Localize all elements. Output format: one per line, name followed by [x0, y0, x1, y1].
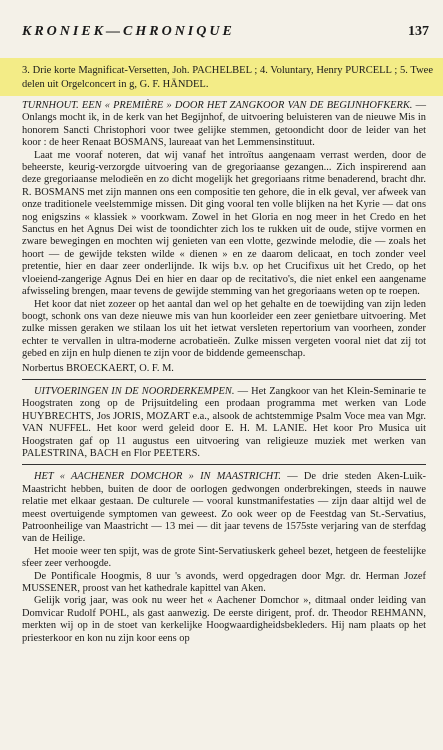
section1-p1-text: — Onlangs mocht ik, in de kerk van het Begijnhof, de uitvoering beluisteren van de nieuwe Mis in honorem Sancti Christophori voor twee gelijke stemmen, getoondicht door de leider van het koor : de heer Renaat BOSMANS, laureaat van het Lemmensinstituut.: [22, 100, 426, 149]
section3-paragraph-3: De Pontificale Hoogmis, 8 uur 's avonds, werd opgedragen door Mgr. dr. Herman Jozef MUSSENER, proost van het kathedrale kapittel van Aken.: [22, 570, 426, 595]
section-divider: [22, 464, 426, 465]
section1-paragraph-1: [22, 100, 426, 150]
section1-paragraph-2: Laat me vooraf noteren, dat wij vanaf het introïtus aangenaam verrast werden, door de beheerste, keurig-verzorgde uitvoering van de gregoriaanse gezangen... Zich inspirerend aan deze gregoriaanse melodieën en zo dicht mogelijk het gregoriaans ritme benaderend, bracht dhr. R. BOSMANS met zijn mannen ons een compositie ten gehore, die in elk geval, ver afweek van onze traditionele veelstemmige missen. Dit ging vooral ten volle blijken na het Kyrie — dat ons nog enigszins « klassiek » voorkwam. Zowel in het Gloria en nog meer in het Credo en het Sanctus en het Agnus Dei wist de toondichter zich los te rukken uit de oude, stijve vormen en zware bewegingen en mochten wij genieten van een vlotte, gezwinde melodie, die — zoals het hoort — de gewijde teksten wilde « dienen » en ze daarom delicaat, en toch zonder veel pretentie, hier en daar zeer onderlijnde. Ik wijs b.v. op het Crucifixus uit het Credo, op het vloeiend-zangerige Agnus Dei en hier en daar op de recitativo's, die niet enkel een aangename afwisseling brengen, maar tevens de gewijde stemming van het gregoriaans weten op te roepen.: [22, 149, 426, 298]
section2-p1-text: — Het Zangkoor van het Klein-Seminarie te Hoogstraten zong op de Prijsuitdeling een prodaan programma met werken van Lode HUYBRECHTS, Jos JORIS, MOZART e.a., alsook de achtstemmige Psalm Voce mea van Mgr. VAN NUFFEL. Het koor werd geleid door E. H. M. LANIE. Het koor Pro Musica uit Hoogstraten gaf op 11 augustus een uitvoering van religieuze muziek met werken van PALESTRINA, BACH en Flor PEETERS.: [22, 385, 426, 459]
running-title: KRONIEK—CHRONIQUE: [22, 24, 235, 39]
section1-paragraph-3: Het koor dat niet zozeer op het aantal dan wel op het gehalte en de toewijding van zijn leden boogt, schonk ons van deze nieuwe mis van hun koorleider een zeer genietbare uitvoering. Met zulke missen geraken we stilaan los uit het ietwat versleten repertorium van voorheen, zonder echter te vervallen in ultra-moderne acrobatieën. Zulke missen vergeten vooral niet dat zij tot gebed en zijn en hulp dienen te zijn voor de biddende gemeenschap.: [22, 298, 426, 360]
section3-paragraph-1: [22, 471, 426, 545]
highlighted-text: 3. Drie korte Magnificat-Versetten, Joh. PACHELBEL ; 4. Voluntary, Henry PURCELL ; 5. Twee delen uit Orgelconcert in g, G. F. HÄNDEL.: [22, 65, 433, 90]
section1-signature: Norbertus BROECKAERT, O. F. M.: [22, 362, 174, 374]
section2-title: UITVOERINGEN IN DE NOORDERKEMPEN.: [34, 385, 235, 397]
section3-p1-text: — De drie steden Aken-Luik-Maastricht hebben, buiten de door de oorlogen gedwongen onderbrekingen, steeds in nauwe relatie met elkaar gestaan. De culturele — vooral kunstmanifestaties — zijn daar altijd wel de meest overtuigende symptomen van geweest. Zo ook weer op de Feestdag van St.-Servatius, Patroonheilige van Maastricht — 13 mei — dit jaar tevens de 1575ste verjaring van de sterfdag van de Heilige.: [22, 471, 426, 545]
section2-paragraph: [22, 386, 426, 460]
section3-paragraph-4: Gelijk vorig jaar, was ook nu weer het « Aachener Domchor », ditmaal onder leiding van Domvicar Rudolf POHL, als gast aanwezig. De eerste dirigent, prof. dr. Theodor REHMANN, merkten wij op in de stoet van kerkelijke Hoogwaardigheidsbekleders. Hij nam plaats op het priesterkoor en kon nu zijn koor eens op: [22, 595, 426, 644]
page-content: [22, 100, 426, 645]
section1-title: TURNHOUT. EEN « PREMIÈRE » DOOR HET ZANGKOOR VAN DE BEGIJNHOFKERK.: [22, 100, 413, 111]
section3-paragraph-2: Het mooie weer ten spijt, was de grote Sint-Servatiuskerk geheel bezet, hetgeen de feestelijke sfeer zeer verhoogde.: [22, 545, 426, 570]
highlighted-paragraph: [0, 58, 443, 96]
section3-title: HET « AACHENER DOMCHOR » IN MAASTRICHT.: [34, 471, 281, 483]
section-divider: [22, 379, 426, 380]
page-number: 137: [408, 24, 429, 39]
page-header: [0, 0, 443, 56]
